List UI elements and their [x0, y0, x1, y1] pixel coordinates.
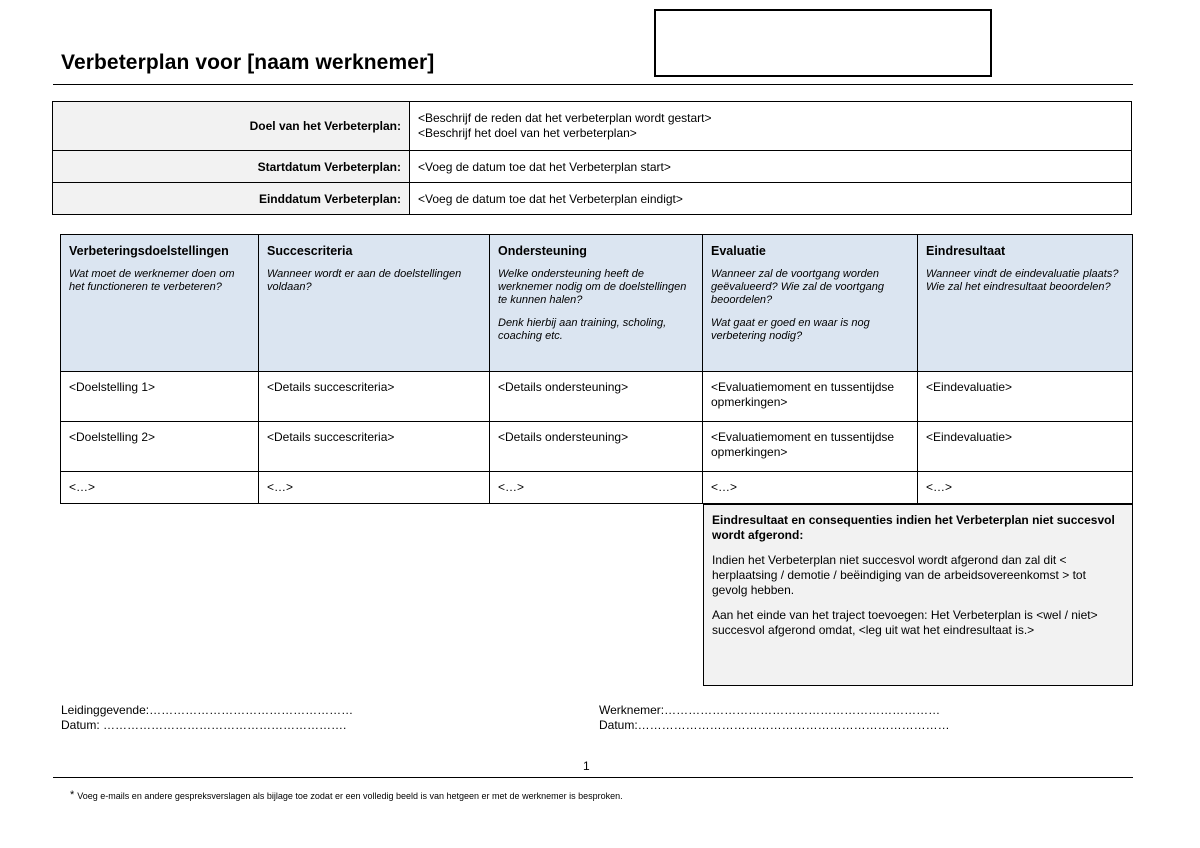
table-header-row	[61, 235, 1133, 372]
table-cell[interactable]: <Details succescriteria>	[259, 422, 490, 472]
table-cell[interactable]: <Evaluatiemoment en tussentijdse opmerkingen>	[703, 372, 918, 422]
outcome-consequence-text[interactable]: Indien het Verbeterplan niet succesvol wordt afgerond dan zal dit < herplaatsing / demotie / beëindiging van de arbeidsovereenkomst > tot gevolg hebben.	[712, 553, 1086, 597]
table-row	[61, 472, 1133, 504]
column-title: Evaluatie	[711, 244, 766, 258]
table-row	[61, 422, 1133, 472]
footnote	[70, 789, 670, 802]
table-cell[interactable]: <…>	[490, 472, 703, 504]
table-row	[61, 372, 1133, 422]
logo-placeholder-box	[654, 9, 992, 77]
column-header-support	[490, 235, 703, 372]
footnote-text: Voeg e-mails en andere gespreksverslagen als bijlage toe zodat er een volledig beeld is van hetgeen er met de werknemer is besproken.	[77, 791, 623, 801]
column-description: Wanneer wordt er aan de doelstellingen voldaan?	[267, 268, 462, 293]
start-date-value[interactable]: <Voeg de datum toe dat het Verbeterplan start>	[410, 151, 1132, 183]
column-title: Eindresultaat	[926, 244, 1006, 258]
employee-date-line[interactable]: Datum:……………………………………………………………………	[599, 718, 950, 732]
end-date-label: Einddatum Verbeterplan:	[53, 183, 410, 215]
outcome-title: Eindresultaat en consequenties indien het Verbeterplan niet succesvol wordt afgerond:	[712, 513, 1115, 542]
table-cell[interactable]: <…>	[918, 472, 1133, 504]
goal-value[interactable]	[410, 102, 1132, 151]
employee-signature-line[interactable]: Werknemer:……………………………………………………………	[599, 703, 941, 717]
table-cell[interactable]: <…>	[61, 472, 259, 504]
manager-date-line[interactable]: Datum: …………………………………………………….	[61, 718, 347, 732]
start-date-row	[53, 151, 1132, 183]
manager-signature-block	[61, 703, 353, 733]
footer-divider	[53, 777, 1133, 778]
column-description: Welke ondersteuning heeft de werknemer nodig om de doelstellingen te kunnen halen?	[498, 268, 687, 306]
column-extra-note: Denk hierbij aan training, scholing, coaching etc.	[498, 317, 667, 342]
goal-line-purpose: <Beschrijf het doel van het verbeterplan>	[418, 126, 637, 140]
start-date-label: Startdatum Verbeterplan:	[53, 151, 410, 183]
table-cell[interactable]: <Evaluatiemoment en tussentijdse opmerkingen>	[703, 422, 918, 472]
table-cell[interactable]: <Doelstelling 1>	[61, 372, 259, 422]
table-cell[interactable]: <Doelstelling 2>	[61, 422, 259, 472]
column-title: Verbeteringsdoelstellingen	[69, 244, 229, 258]
column-description: Wanneer zal de voortgang worden geëvalueerd? Wie zal de voortgang beoordelen?	[711, 268, 884, 306]
column-header-criteria	[259, 235, 490, 372]
column-description: Wat moet de werknemer doen om het functioneren te verbeteren?	[69, 268, 235, 293]
footnote-marker: *	[70, 789, 75, 801]
goal-row	[53, 102, 1132, 151]
table-cell[interactable]: <Eindevaluatie>	[918, 372, 1133, 422]
table-cell[interactable]: <Eindevaluatie>	[918, 422, 1133, 472]
column-title: Ondersteuning	[498, 244, 587, 258]
column-extra-note: Wat gaat er goed en waar is nog verbetering nodig?	[711, 317, 870, 342]
final-outcome-box	[703, 504, 1133, 686]
employee-signature-block	[599, 703, 950, 733]
title-divider	[53, 84, 1133, 85]
column-description: Wanneer vindt de eindevaluatie plaats? Wie zal het eindresultaat beoordelen?	[926, 268, 1119, 293]
table-cell[interactable]: <Details succescriteria>	[259, 372, 490, 422]
plan-info-table	[52, 101, 1132, 215]
table-cell[interactable]: <…>	[703, 472, 918, 504]
end-date-row	[53, 183, 1132, 215]
end-date-value[interactable]: <Voeg de datum toe dat het Verbeterplan eindigt>	[410, 183, 1132, 215]
table-cell[interactable]: <Details ondersteuning>	[490, 372, 703, 422]
page-number: 1	[583, 759, 590, 773]
table-cell[interactable]: <Details ondersteuning>	[490, 422, 703, 472]
goal-label: Doel van het Verbeterplan:	[53, 102, 410, 151]
table-cell[interactable]: <…>	[259, 472, 490, 504]
improvement-goals-table	[60, 234, 1133, 504]
goal-line-reason: <Beschrijf de reden dat het verbeterplan wordt gestart>	[418, 111, 712, 125]
column-title: Succescriteria	[267, 244, 353, 258]
column-header-evaluation	[703, 235, 918, 372]
page-title: Verbeterplan voor [naam werknemer]	[61, 51, 435, 74]
column-header-result	[918, 235, 1133, 372]
column-header-goals	[61, 235, 259, 372]
outcome-conclusion-text[interactable]: Aan het einde van het traject toevoegen: Het Verbeterplan is <wel / niet> succesvol afgerond omdat, <leg uit wat het eindresultaat is.>	[712, 608, 1098, 637]
manager-signature-line[interactable]: Leidinggevende:……………………………………………	[61, 703, 354, 717]
